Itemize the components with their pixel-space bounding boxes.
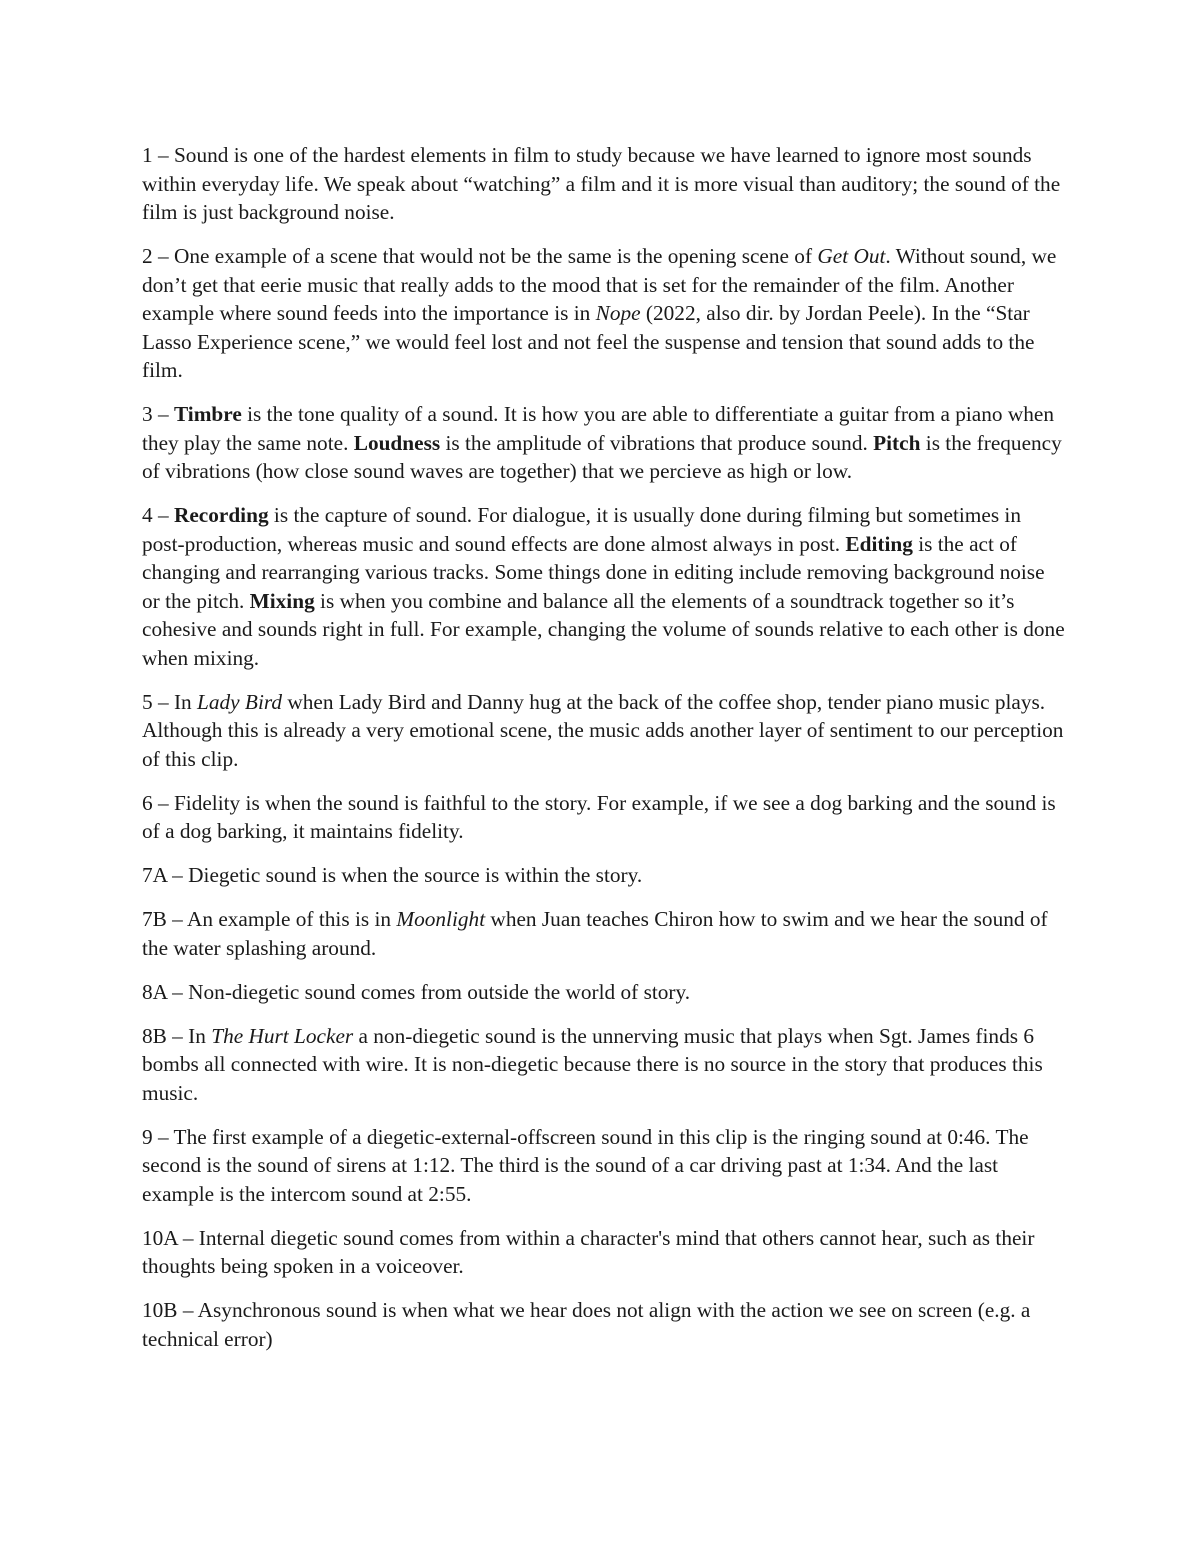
text-run: 7A – Diegetic sound is when the source is within the story. — [142, 863, 643, 887]
text-run: is the frequency of vibrations (how close sound waves are together) that we percieve as high or low. — [142, 430, 1062, 483]
text-run: 7B – An example of this is in — [142, 907, 397, 931]
film-title-get-out: Get Out — [817, 244, 886, 268]
text-run: 6 – Fidelity is when the sound is faithful to the story. For example, if we see a dog barking and the sound is of a dog barking, it maintains fidelity. — [142, 790, 1056, 843]
term-mixing: Mixing — [249, 588, 315, 613]
text-run: 3 – — [142, 402, 174, 426]
paragraph-3 — [142, 400, 1067, 486]
paragraph-5 — [142, 688, 1067, 774]
text-run: is when you combine and balance all the elements of a soundtrack together so it’s cohesive and sounds right in full. For example, changing the volume of sounds relative to each other is done when mixing. — [142, 588, 1065, 670]
text-run: 8B – In — [142, 1023, 212, 1048]
text-run: . Without sound, we don’t get that eerie music that really adds to the mood that is set for the remainder of the film. Another example where sound feeds into the importance is in — [142, 244, 1057, 325]
text-run: 2 – One example of a scene that would not be the same is the opening scene of — [142, 244, 818, 268]
paragraph-6 — [142, 789, 1067, 846]
term-timbre: Timbre — [173, 402, 242, 426]
term-pitch: Pitch — [873, 430, 921, 455]
paragraph-8b — [142, 1022, 1067, 1108]
term-loudness: Loudness — [353, 430, 441, 455]
text-run: is the amplitude of vibrations that produce sound. — [440, 430, 874, 455]
paragraph-10a — [142, 1224, 1067, 1281]
film-title-nope: Nope — [595, 301, 641, 325]
text-run: is the capture of sound. For dialogue, it is usually done during filming but sometimes in post-production, whereas music and sound effects are done almost always in post. — [142, 503, 1021, 556]
text-run: when Lady Bird and Danny hug at the back of the coffee shop, tender piano music plays. Although this is already a very emotional scene, the music adds another layer of sentiment to our perception of this clip. — [142, 689, 1064, 771]
text-run: 4 – — [142, 503, 174, 527]
text-run: when Juan teaches Chiron how to swim and we hear the sound of the water splashing around. — [142, 907, 1048, 960]
paragraph-10b — [142, 1296, 1067, 1353]
text-run: is the tone quality of a sound. It is how you are able to differentiate a guitar from a piano when they play the same note. — [142, 402, 1055, 455]
paragraph-2 — [142, 242, 1067, 385]
paragraph-1 — [142, 141, 1067, 227]
term-editing: Editing — [845, 531, 913, 556]
text-run: 5 – In — [142, 689, 198, 714]
paragraph-7a — [142, 861, 1067, 890]
text-run: 1 – Sound is one of the hardest elements in film to study because we have learned to ignore most sounds within everyday life. We speak about “watching” a film and it is more visual than auditory; the sound of the film is just background noise. — [142, 143, 1061, 224]
film-title-moonlight: Moonlight — [396, 907, 486, 931]
text-run: 10A – Internal diegetic sound comes from within a character's mind that others cannot hear, such as their thoughts being spoken in a voiceover. — [142, 1225, 1035, 1278]
document-page — [142, 141, 1067, 1369]
text-run: 9 – The first example of a diegetic-external-offscreen sound in this clip is the ringing sound at 0:46. The second is the sound of sirens at 1:12. The third is the sound of a car driving past at 1:34. And the last example is the intercom sound at 2:55. — [142, 1124, 1029, 1206]
text-run: 10B – Asynchronous sound is when what we hear does not align with the action we see on screen (e.g. a technical error) — [142, 1298, 1031, 1351]
text-run: 8A – Non-diegetic sound comes from outside the world of story. — [142, 979, 691, 1004]
film-title-lady-bird: Lady Bird — [197, 689, 283, 714]
paragraph-8a — [142, 978, 1067, 1007]
text-run: is the act of changing and rearranging various tracks. Some things done in editing include removing background noise or the pitch. — [142, 531, 1045, 613]
text-run: (2022, also dir. by Jordan Peele). In the “Star Lasso Experience scene,” we would feel lost and not feel the suspense and tension that sound adds to the film. — [142, 301, 1035, 382]
term-recording: Recording — [173, 503, 269, 527]
film-title-the-hurt-locker: The Hurt Locker — [211, 1023, 354, 1048]
paragraph-9 — [142, 1123, 1067, 1209]
paragraph-4 — [142, 501, 1067, 672]
paragraph-7b — [142, 905, 1067, 962]
text-run: a non-diegetic sound is the unnerving music that plays when Sgt. James finds 6 bombs all connected with wire. It is non-diegetic because there is no source in the story that produces this music. — [142, 1023, 1043, 1105]
